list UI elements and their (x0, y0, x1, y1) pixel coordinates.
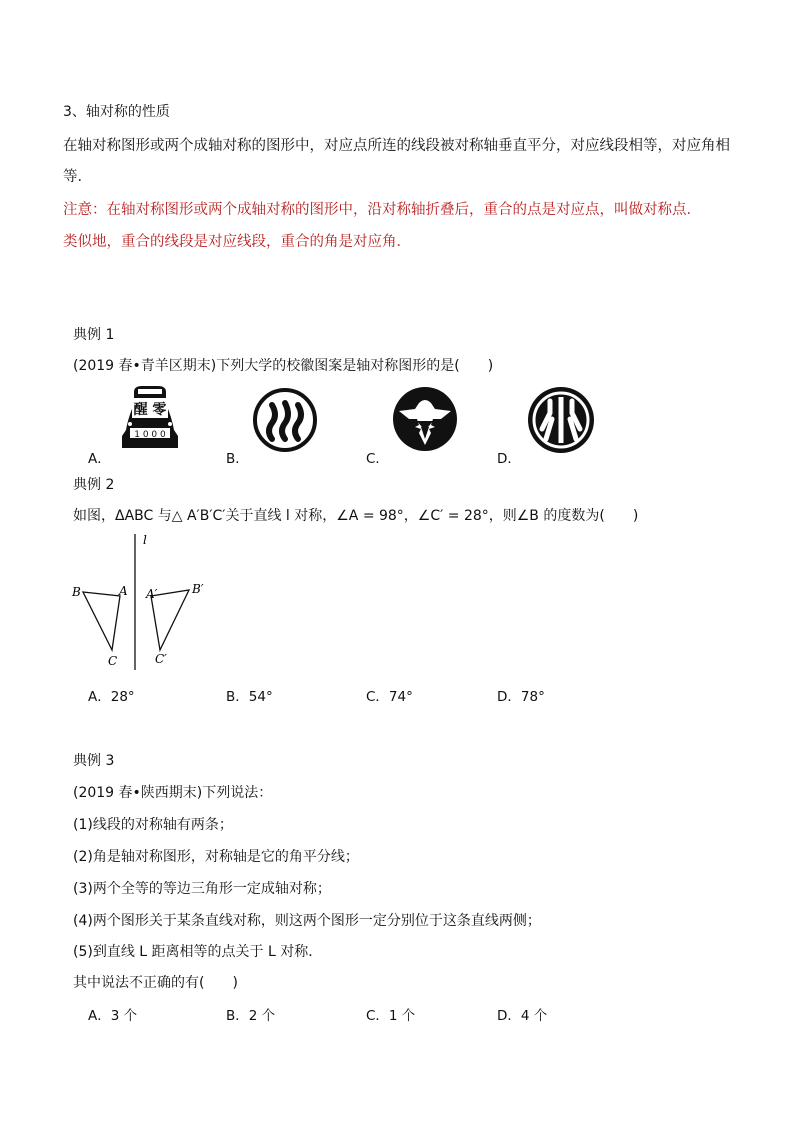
symmetry-figure (65, 532, 225, 672)
svg-text:1 0 0 0: 1 0 0 0 (134, 430, 166, 440)
label-a-prime: A′ (146, 587, 158, 601)
peking-emblem-icon (526, 385, 596, 455)
example2-option-a[interactable]: A．28° (88, 689, 135, 705)
note-line1: 注意：在轴对称图形或两个成轴对称的图形中，沿对称轴折叠后，重合的点是对应点，叫做对称点． (63, 202, 701, 218)
label-c-prime: C′ (155, 652, 167, 666)
triangle-abc (83, 592, 120, 650)
example2-option-d[interactable]: D．78° (497, 689, 545, 705)
example1-question: (2019 春•青羊区期末)下列大学的校徽图案是轴对称图形的是( ) (73, 358, 494, 374)
label-b-prime: B′ (192, 582, 204, 596)
example3-option-c[interactable]: C．1 个 (366, 1008, 416, 1024)
example2-question: 如图，ΔABC 与△ A′B′C′关于直线 l 对称，∠A = 98°，∠C′ = 28°，则∠B 的度数为( ) (73, 508, 639, 524)
wave-emblem-icon (250, 387, 320, 453)
statement-1: (1)线段的对称轴有两条； (73, 817, 233, 833)
example3-option-a[interactable]: A．3 个 (88, 1008, 138, 1024)
example3-option-b[interactable]: B．2 个 (226, 1008, 276, 1024)
example3-option-d[interactable]: D．4 个 (497, 1008, 548, 1024)
example3-question: (2019 春•陕西期末)下列说法： (73, 785, 273, 801)
example1-option-d[interactable]: D． (497, 451, 521, 467)
statement-5: (5)到直线 L 距离相等的点关于 L 对称． (73, 944, 323, 960)
example1-option-c[interactable]: C． (366, 451, 389, 467)
statement-2: (2)角是轴对称图形，对称轴是它的角平分线； (73, 849, 359, 865)
label-b: B (72, 585, 81, 599)
label-l: l (143, 533, 147, 547)
section-title: 3、轴对称的性质 (63, 104, 170, 120)
example3-label: 典例 3 (73, 753, 115, 769)
example2-option-c[interactable]: C．74° (366, 689, 413, 705)
example2-label: 典例 2 (73, 477, 115, 493)
example1-option-b[interactable]: B． (226, 451, 249, 467)
bell-emblem-icon (120, 384, 180, 450)
svg-text:醒 零: 醒 零 (133, 402, 167, 418)
label-a: A (119, 584, 128, 598)
note-line2: 类似地，重合的线段是对应线段，重合的角是对应角． (63, 234, 411, 250)
statement-4: (4)两个图形关于某条直线对称，则这两个图形一定分别位于这条直线两侧； (73, 913, 541, 929)
example3-ask: 其中说法不正确的有( ) (73, 975, 238, 991)
property-text-line1: 在轴对称图形或两个成轴对称的图形中，对应点所连的线段被对称轴垂直平分，对应线段相等，对应角相 (63, 138, 730, 154)
example1-option-a[interactable]: A． (88, 451, 111, 467)
statement-3: (3)两个全等的等边三角形一定成轴对称； (73, 881, 331, 897)
property-text-line2: 等． (63, 169, 92, 185)
eagle-emblem-icon (391, 385, 459, 453)
example1-label: 典例 1 (73, 327, 115, 343)
label-c: C (108, 654, 118, 668)
example2-option-b[interactable]: B．54° (226, 689, 273, 705)
